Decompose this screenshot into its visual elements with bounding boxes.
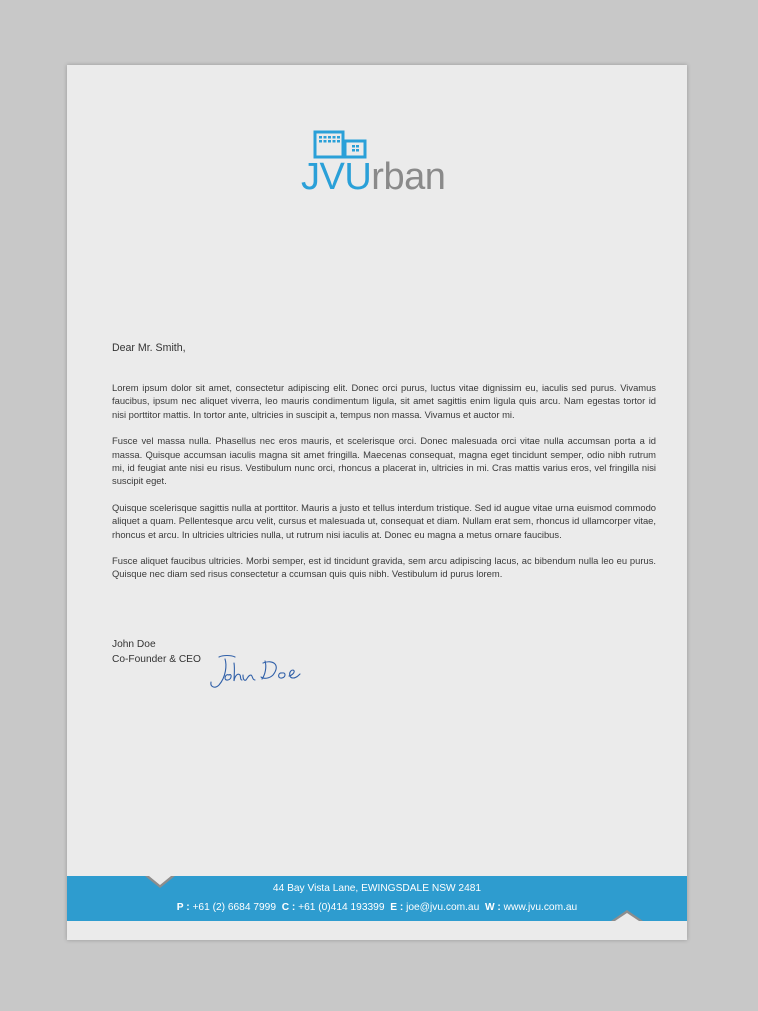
cell-label: C : <box>281 902 296 913</box>
paragraph-1: Lorem ipsum dolor sit amet, consectetur adipiscing elit. Donec orci purus, luctus vitae dignissim eu, iaculis sed purus. Vivamus faucibus, ipsum nec aliquet viverra, leo mauris condimentum ligula, sit amet sagittis enim ligula quis arcu. Nam egestas tortor id nisi porttitor mattis. In tortor ante, ultricies in suscipit a, tempus non massa. Vivamus et auctor mi. <box>112 382 656 420</box>
logo-wordmark-part2: rban <box>371 156 446 198</box>
website-url: www.jvu.com.au <box>503 902 578 913</box>
letter-body <box>112 381 656 594</box>
paragraph-3: Quisque scelerisque sagittis nulla at porttitor. Mauris a justo et tellus interdum tristique. Sed id augue vitae urna euismod commodo aliquet a quam. Pellentesque arcu velit, cursus et malesuada ut, consequat et diam. Nullam erat sem, rhoncus id ullamcorper vitae, rhoncus et arcu. In ultricies ultricies nulla, ut rutrum nisi iaculis at. Donec eu magna a metus ornare faucibus. <box>112 501 656 540</box>
letterhead-page <box>67 65 687 940</box>
email-label: E : <box>390 902 404 913</box>
email-address: joe@jvu.com.au <box>406 902 480 913</box>
paragraph-2: Fusce vel massa nulla. Phasellus nec eros mauris, et scelerisque orci. Donec malesuada orci vitae nulla accumsan porta a id massa. Quisque accumsan iaculis magna sit amet fringilla. Maecenas consequat, magna eget tincidunt semper, odio nibh rutrum mi, id feugiat ante nisi eu risus. Vestibulum nunc orci, rhoncus a placerat in, ultricies in mi. Cras mattis varius eros, vel fringilla nisi suscipit eget. <box>112 435 656 487</box>
company-logo <box>301 129 461 199</box>
letter-greeting: Dear Mr. Smith, <box>112 342 186 354</box>
footer-address: 44 Bay Vista Lane, EWINGSDALE NSW 2481 <box>272 883 482 894</box>
signer-name: John Doe <box>112 639 156 650</box>
web-label: W : <box>484 902 501 913</box>
handwritten-signature <box>207 651 307 693</box>
paragraph-4: Fusce aliquet faucibus ultricies. Morbi semper, est id tincidunt gravida, sem arcu adipiscing lacus, ac bibendum nulla leo eu purus. Quisque nec diam sed risus consectetur a ccumsan quis quis nibh. Vestibulum id purus lorem. <box>112 555 656 580</box>
signer-title: Co-Founder & CEO <box>112 654 201 665</box>
phone-number: +61 (2) 6684 7999 <box>192 902 277 913</box>
logo-wordmark <box>301 155 445 199</box>
cell-number: +61 (0)414 193399 <box>298 902 385 913</box>
footer-contacts <box>67 902 687 913</box>
phone-label: P : <box>176 902 190 913</box>
logo-wordmark-part1: JVU <box>301 156 372 198</box>
